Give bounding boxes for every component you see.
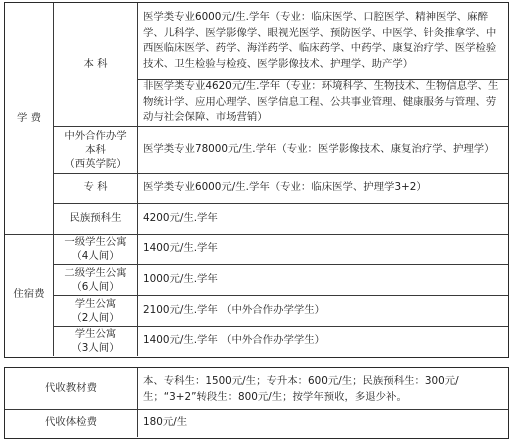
text-college xyxy=(138,173,508,203)
label-dorm-3person xyxy=(54,326,137,356)
text-medical-undergrad xyxy=(138,3,508,79)
label-college-text: 专 科 xyxy=(83,181,108,194)
label-dorm-level2-line2: （6人间） xyxy=(71,280,120,293)
text-nonmedical-undergrad xyxy=(138,79,508,126)
text-textbook-fee xyxy=(138,368,508,409)
text-dorm-2person xyxy=(138,295,508,326)
text-ethnic-prep-content: 4200元/生.学年 xyxy=(143,211,218,224)
fee-table xyxy=(4,2,509,358)
text-joint-program xyxy=(138,126,508,173)
text-dorm-level1 xyxy=(138,234,508,264)
label-dorm-level1-line1: 一级学生公寓 xyxy=(64,236,127,248)
text-dorm-level2-content: 1000元/生.学年 xyxy=(143,272,218,285)
label-undergrad xyxy=(54,3,137,126)
label-joint-line3: （西英学院） xyxy=(64,157,127,170)
label-medical-exam-fee-text: 代收体检费 xyxy=(45,416,97,429)
category-housing-label: 住宿费 xyxy=(13,288,45,301)
label-medical-exam-fee xyxy=(5,409,137,437)
label-dorm-3person-line2: （3人间） xyxy=(71,342,120,354)
category-housing xyxy=(5,234,53,356)
label-joint-program xyxy=(54,126,137,173)
label-dorm-level2 xyxy=(54,264,137,295)
label-ethnic-prep-text: 民族预科生 xyxy=(69,211,122,224)
label-ethnic-prep xyxy=(54,203,137,234)
label-dorm-2person-line2: （2人间） xyxy=(71,311,120,324)
label-college xyxy=(54,173,137,203)
label-dorm-2person-line1: 学生公寓 xyxy=(74,297,117,310)
label-joint-line2: 本科 xyxy=(85,143,106,156)
text-dorm-level1-content: 1400元/生.学年 xyxy=(143,242,218,255)
label-textbook-fee xyxy=(5,368,137,409)
text-medical-undergrad-content: 医学类专业6000元/生.学年（专业：临床医学、口腔医学、精神医学、麻醉学、儿科学、医学影像学、眼视光医学、预防医学、中医学、针灸推拿学、中西医临床医学、药学、海洋药学、临床药学、中药学、康复治疗学、医学检验技术、卫生检验与检疫、医学影像技术、护理学、助产学） xyxy=(143,11,497,70)
text-medical-exam-fee-content: 180元/生 xyxy=(143,416,188,429)
label-dorm-2person xyxy=(54,295,137,326)
label-undergrad-text: 本 科 xyxy=(83,57,108,70)
text-dorm-level2 xyxy=(138,264,508,295)
text-medical-exam-fee xyxy=(138,409,508,437)
label-dorm-level2-line1: 二级学生公寓 xyxy=(64,266,127,279)
text-dorm-3person-content: 1400元/生.学年 （中外合作办学学生） xyxy=(143,334,326,347)
category-tuition xyxy=(5,3,53,234)
text-ethnic-prep xyxy=(138,203,508,234)
label-dorm-level1-line2: （4人间） xyxy=(71,250,120,262)
label-dorm-3person-line1: 学生公寓 xyxy=(74,328,117,340)
label-joint-line1: 中外合作办学 xyxy=(64,129,127,142)
text-dorm-2person-content: 2100元/生.学年 （中外合作办学学生） xyxy=(143,303,326,316)
extra-fee-table xyxy=(4,367,509,439)
text-textbook-fee-content: 本、专科生：1500元/生；专升本：600元/生；民族预科生：300元/生；“3+2”转段生：800元/生；按学年预收，多退少补。 xyxy=(143,374,459,403)
category-tuition-label: 学 费 xyxy=(16,111,42,124)
text-nonmedical-undergrad-content: 非医学类专业4620元/生.学年（专业：环境科学、生物技术、生物信息学、生物统计学、应用心理学、医学信息工程、公共事业管理、健康服务与管理、劳动与社会保障、市场营销） xyxy=(143,80,499,124)
text-college-content: 医学类专业6000元/生.学年（专业：临床医学、护理学3+2） xyxy=(143,181,427,194)
label-textbook-fee-text: 代收教材费 xyxy=(45,381,97,394)
text-dorm-3person xyxy=(138,326,508,356)
label-dorm-level1 xyxy=(54,234,137,264)
text-joint-program-content: 医学类专业78000元/生.学年（专业：医学影像技术、康复治疗学、护理学） xyxy=(143,142,495,155)
